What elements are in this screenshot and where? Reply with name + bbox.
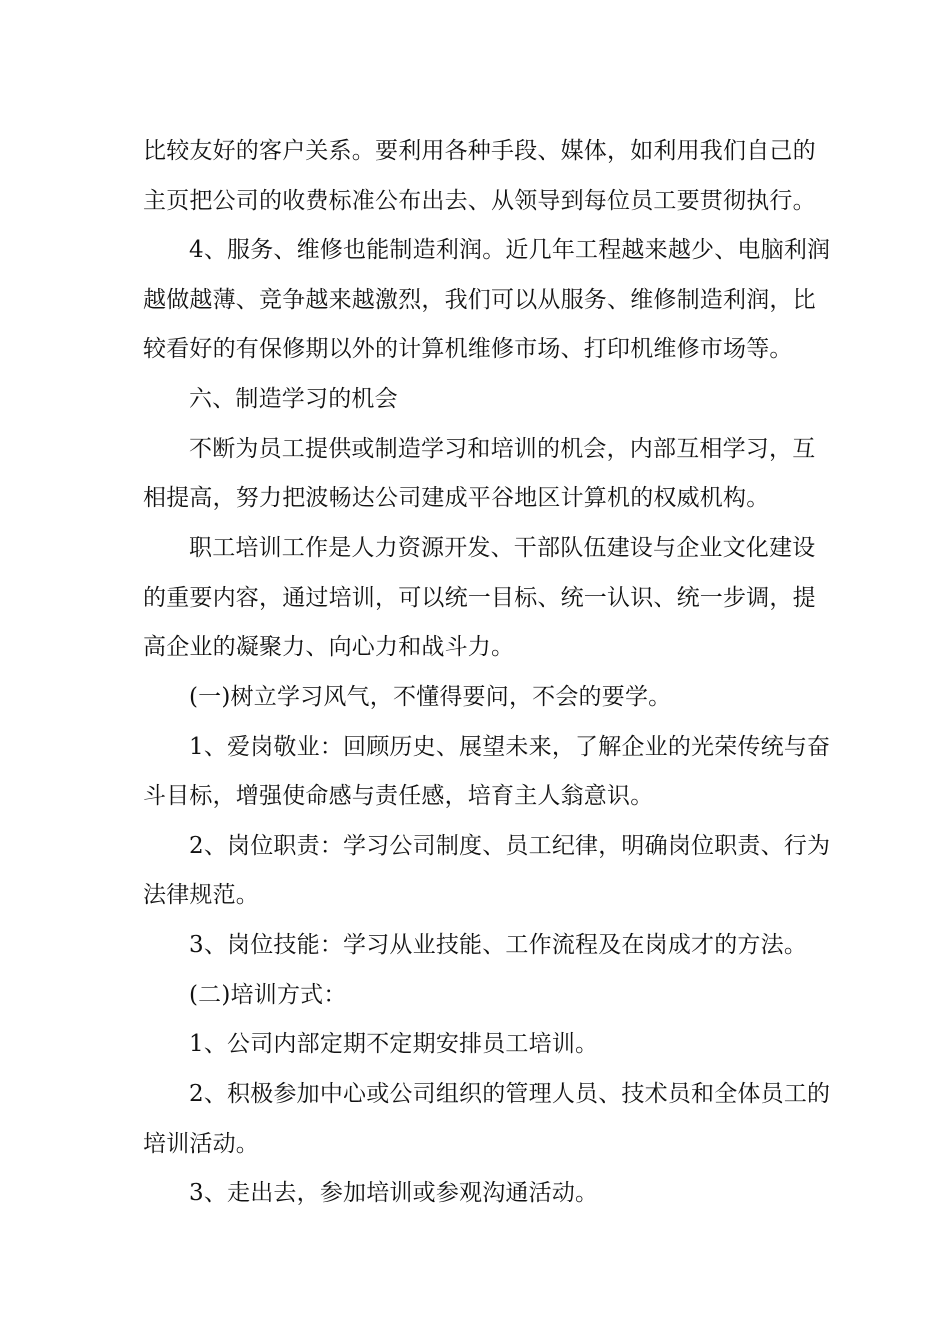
paragraph-line: 2、积极参加中心或公司组织的管理人员、技术员和全体员工的 [189, 1081, 831, 1107]
subsection-heading: (二)培训方式： [189, 982, 347, 1008]
paragraph-line: 4、服务、维修也能制造利润。近几年工程越来越少、电脑利润 [189, 237, 831, 263]
subsection-heading: (一)树立学习风气，不懂得要问，不会的要学。 [189, 684, 672, 710]
paragraph-line: 职工培训工作是人力资源开发、干部队伍建设与企业文化建设 [189, 535, 816, 561]
paragraph-line: 1、爱岗敬业：回顾历史、展望未来，了解企业的光荣传统与奋 [189, 734, 831, 760]
paragraph-line: 越做越薄、竞争越来越激烈，我们可以从服务、维修制造利润，比 [143, 287, 816, 313]
paragraph-line: 斗目标，增强使命感与责任感，培育主人翁意识。 [143, 783, 654, 809]
paragraph-line: 2、岗位职责：学习公司制度、员工纪律，明确岗位职责、行为 [189, 833, 831, 859]
paragraph-line: 的重要内容，通过培训，可以统一目标、统一认识、统一步调，提 [143, 585, 816, 611]
paragraph-line: 相提高，努力把波畅达公司建成平谷地区计算机的权威机构。 [143, 485, 770, 511]
paragraph-line: 法律规范。 [143, 882, 259, 908]
paragraph-line: 高企业的凝聚力、向心力和战斗力。 [143, 634, 515, 660]
paragraph-line: 培训活动。 [143, 1131, 259, 1157]
paragraph-line: 比较友好的客户关系。要利用各种手段、媒体，如利用我们自己的 [143, 138, 816, 164]
paragraph-line: 3、岗位技能：学习从业技能、工作流程及在岗成才的方法。 [189, 932, 808, 958]
paragraph-line: 主页把公司的收费标准公布出去、从领导到每位员工要贯彻执行。 [143, 188, 816, 214]
paragraph-line: 不断为员工提供或制造学习和培训的机会，内部互相学习，互 [189, 436, 816, 462]
paragraph-line: 3、走出去，参加培训或参观沟通活动。 [189, 1180, 599, 1206]
section-heading: 六、制造学习的机会 [189, 386, 398, 412]
paragraph-line: 较看好的有保修期以外的计算机维修市场、打印机维修市场等。 [143, 336, 793, 362]
paragraph-line: 1、公司内部定期不定期安排员工培训。 [189, 1031, 599, 1057]
